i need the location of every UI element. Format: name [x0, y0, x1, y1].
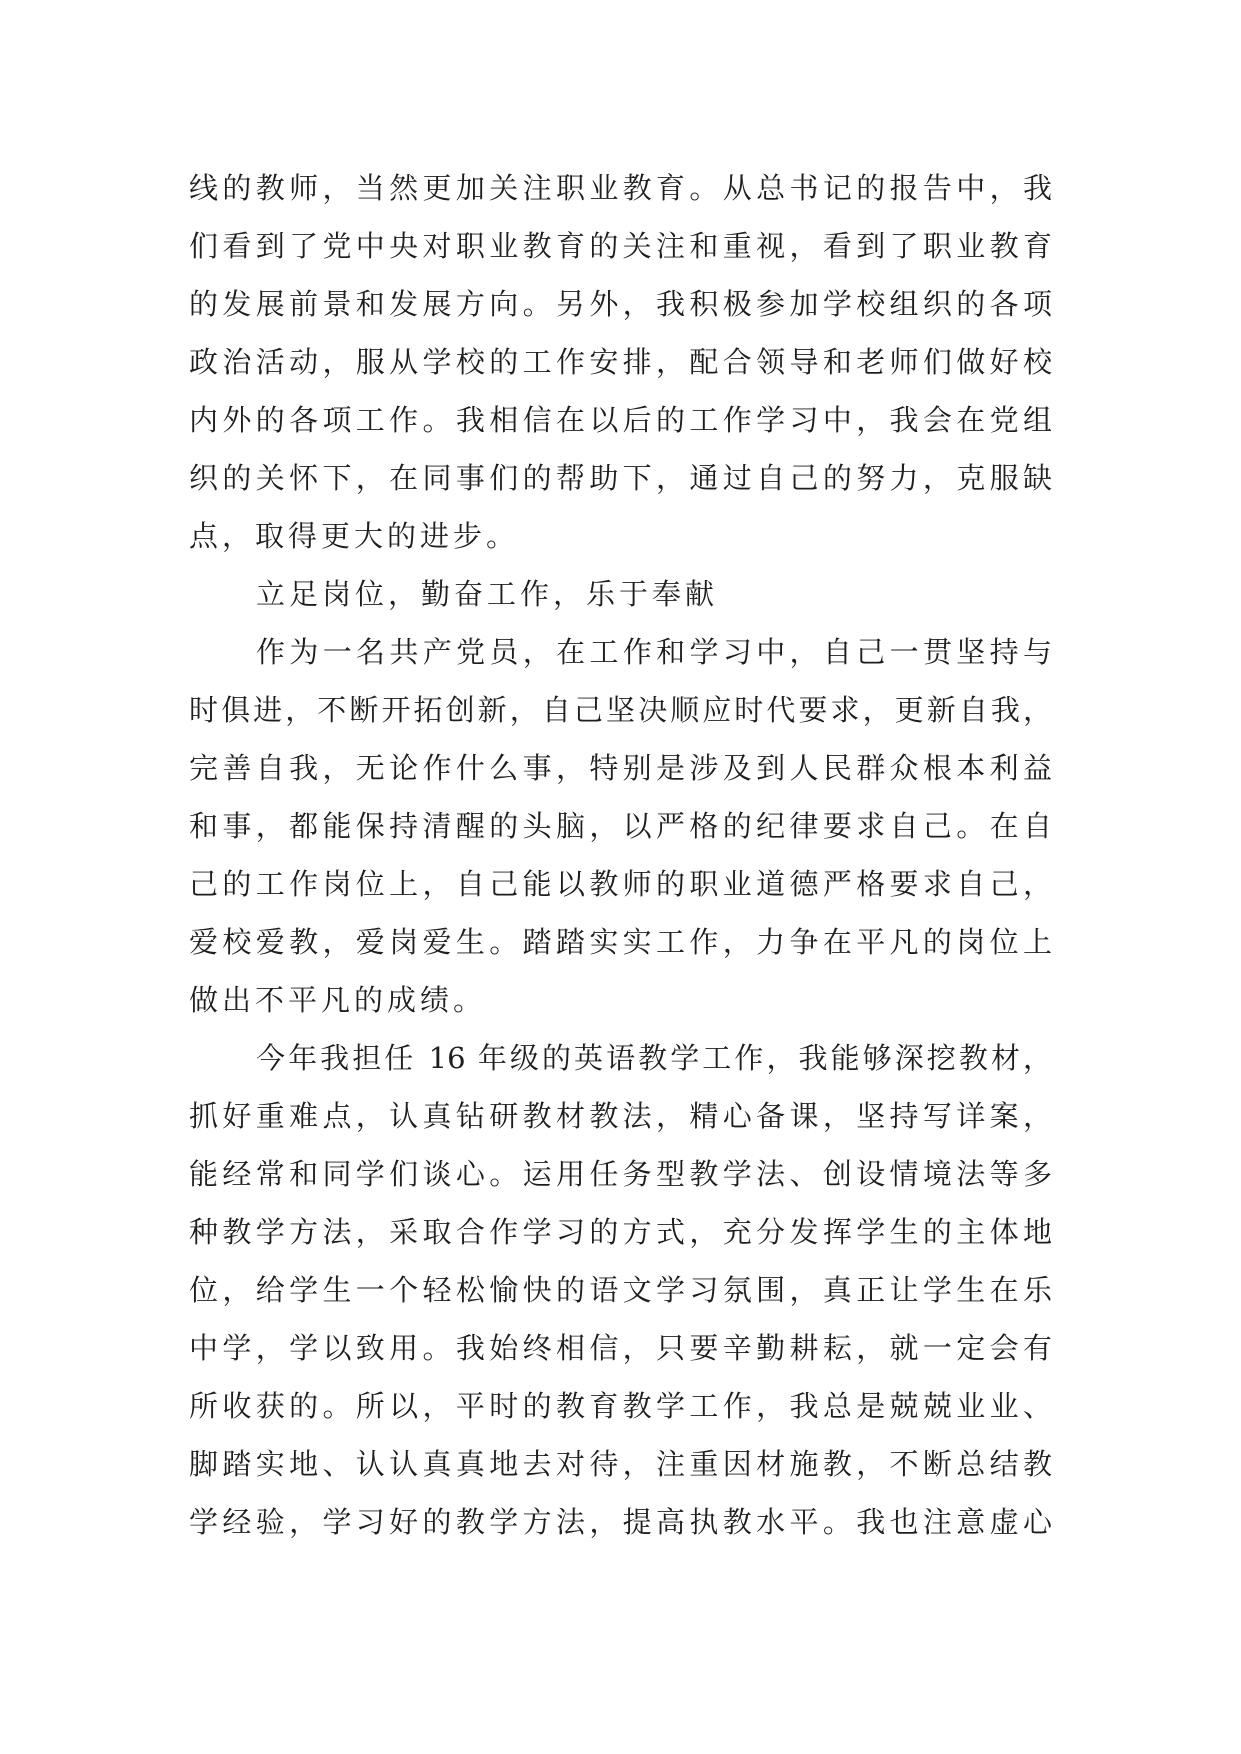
text-line: 所收获的。所以，平时的教育教学工作，我总是兢兢业业、 — [189, 1389, 1052, 1423]
paragraph — [189, 1029, 1052, 1551]
heading-line: 立足岗位，勤奋工作，乐于奉献 — [256, 577, 719, 611]
text-line: 织的关怀下，在同事们的帮助下，通过自己的努力，克服缺 — [189, 461, 1052, 495]
text-line: 时俱进，不断开拓创新，自己坚决顺应时代要求，更新自我， — [189, 693, 1052, 727]
text-line: 线的教师，当然更加关注职业教育。从总书记的报告中，我 — [189, 171, 1052, 205]
text-line: 政治活动，服从学校的工作安排，配合领导和老师们做好校 — [189, 345, 1052, 379]
text-line: 脚踏实地、认认真真地去对待，注重因材施教，不断总结教 — [189, 1447, 1052, 1481]
section-heading — [189, 565, 1052, 623]
text-line: 中学，学以致用。我始终相信，只要辛勤耕耘，就一定会有 — [189, 1331, 1052, 1365]
text-line: 们看到了党中央对职业教育的关注和重视，看到了职业教育 — [189, 229, 1052, 263]
text-line: 今年我担任 16 年级的英语教学工作，我能够深挖教材， — [256, 1041, 1052, 1075]
text-line: 爱校爱教，爱岗爱生。踏踏实实工作，力争在平凡的岗位上 — [189, 925, 1052, 959]
text-line: 位，给学生一个轻松愉快的语文学习氛围，真正让学生在乐 — [189, 1273, 1052, 1307]
text-line: 和事，都能保持清醒的头脑，以严格的纪律要求自己。在自 — [189, 809, 1052, 843]
paragraph — [189, 623, 1052, 1029]
paragraph — [189, 159, 1052, 565]
text-line: 己的工作岗位上，自己能以教师的职业道德严格要求自己， — [189, 867, 1052, 901]
text-line: 学经验，学习好的教学方法，提高执教水平。我也注意虚心 — [189, 1505, 1052, 1539]
text-line: 内外的各项工作。我相信在以后的工作学习中，我会在党组 — [189, 403, 1052, 437]
text-line: 点，取得更大的进步。 — [189, 519, 520, 553]
text-line: 作为一名共产党员，在工作和学习中，自己一贯坚持与 — [256, 635, 1052, 669]
text-line: 做出不平凡的成绩。 — [189, 983, 487, 1017]
text-line: 抓好重难点，认真钻研教材教法，精心备课，坚持写详案， — [189, 1099, 1052, 1133]
text-line: 的发展前景和发展方向。另外，我积极参加学校组织的各项 — [189, 287, 1052, 321]
text-line: 种教学方法，采取合作学习的方式，充分发挥学生的主体地 — [189, 1215, 1052, 1249]
text-line: 能经常和同学们谈心。运用任务型教学法、创设情境法等多 — [189, 1157, 1052, 1191]
text-line: 完善自我，无论作什么事，特别是涉及到人民群众根本利益 — [189, 751, 1052, 785]
document-body — [189, 159, 1052, 1551]
